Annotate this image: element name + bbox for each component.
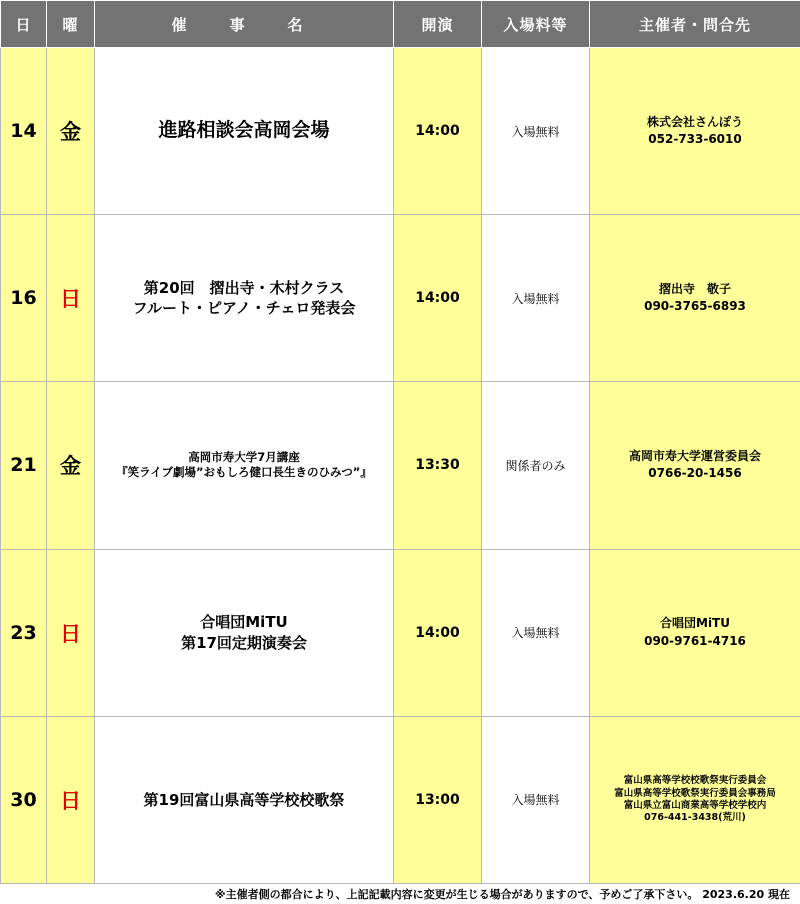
organizer-line: 株式会社さんぽう xyxy=(646,114,743,129)
fee-cell: 入場無料 xyxy=(482,48,590,215)
organizer-cell xyxy=(590,382,800,549)
organizer-cell xyxy=(590,48,800,215)
weekday-cell: 日 xyxy=(47,549,95,716)
organizer-line: 076-441-3438(荒川) xyxy=(644,812,746,824)
event-line: 『笑ライブ劇場”おもしろ健口長生きのひみつ”』 xyxy=(116,465,372,480)
day-cell: 21 xyxy=(1,382,47,549)
weekday-cell: 日 xyxy=(47,215,95,382)
event-cell xyxy=(95,716,394,883)
header-event: 催 事 名 xyxy=(95,1,394,48)
weekday-cell: 金 xyxy=(47,382,95,549)
header-row xyxy=(1,1,800,48)
header-start: 開演 xyxy=(394,1,482,48)
event-line: 高岡市寿大学7月講座 xyxy=(188,449,300,464)
day-cell: 23 xyxy=(1,549,47,716)
table-header xyxy=(1,1,800,48)
fee-cell: 関係者のみ xyxy=(482,382,590,549)
table-row xyxy=(1,549,800,716)
start-time-cell: 13:00 xyxy=(394,716,482,883)
day-cell: 14 xyxy=(1,48,47,215)
fee-cell: 入場無料 xyxy=(482,215,590,382)
organizer-line: 052-733-6010 xyxy=(648,132,742,147)
organizer-line: 富山県立富山商業高等学校学校内 xyxy=(623,799,767,811)
organizer-line: 合唱団MiTU xyxy=(660,616,730,631)
weekday-cell: 金 xyxy=(47,48,95,215)
organizer-line: 090-3765-6893 xyxy=(644,299,746,314)
organizer-cell xyxy=(590,549,800,716)
fee-cell: 入場無料 xyxy=(482,716,590,883)
event-line: 進路相談会高岡会場 xyxy=(158,119,330,142)
event-cell xyxy=(95,382,394,549)
table-row xyxy=(1,716,800,883)
fee-cell: 入場無料 xyxy=(482,549,590,716)
start-time-cell: 13:30 xyxy=(394,382,482,549)
event-line: 第17回定期演奏会 xyxy=(181,633,307,652)
event-line: 第20回 摺出寺・木村クラス xyxy=(143,279,345,298)
table-row xyxy=(1,382,800,549)
table-row xyxy=(1,215,800,382)
header-fee: 入場料等 xyxy=(482,1,590,48)
start-time-cell: 14:00 xyxy=(394,48,482,215)
start-time-cell: 14:00 xyxy=(394,549,482,716)
header-weekday: 曜 xyxy=(47,1,95,48)
start-time-cell: 14:00 xyxy=(394,215,482,382)
table-row xyxy=(1,48,800,215)
day-cell: 30 xyxy=(1,716,47,883)
day-cell: 16 xyxy=(1,215,47,382)
header-day: 日 xyxy=(1,1,47,48)
organizer-line: 富山県高等学校校歌祭実行委員会 xyxy=(623,775,767,787)
organizer-line: 摺出寺 敬子 xyxy=(658,281,731,296)
table-body xyxy=(1,48,800,884)
event-cell xyxy=(95,215,394,382)
event-cell xyxy=(95,549,394,716)
header-organizer: 主催者・問合先 xyxy=(590,1,800,48)
event-line: 合唱団MiTU xyxy=(200,613,288,632)
organizer-cell xyxy=(590,716,800,883)
organizer-line: 高岡市寿大学運営委員会 xyxy=(628,449,761,464)
organizer-line: 富山県高等学校歌祭実行委員会事務局 xyxy=(614,787,776,799)
organizer-cell xyxy=(590,215,800,382)
organizer-line: 0766-20-1456 xyxy=(648,466,742,481)
organizer-line: 090-9761-4716 xyxy=(644,633,746,648)
event-line: フルート・ピアノ・チェロ発表会 xyxy=(132,299,356,318)
footnote: ※主催者側の都合により、上記記載内容に変更が生じる場合がありますので、予めご了承下さい。 2023.6.20 現在 xyxy=(214,888,790,901)
event-line: 第19回富山県高等学校校歌祭 xyxy=(143,790,345,809)
weekday-cell: 日 xyxy=(47,716,95,883)
event-cell xyxy=(95,48,394,215)
